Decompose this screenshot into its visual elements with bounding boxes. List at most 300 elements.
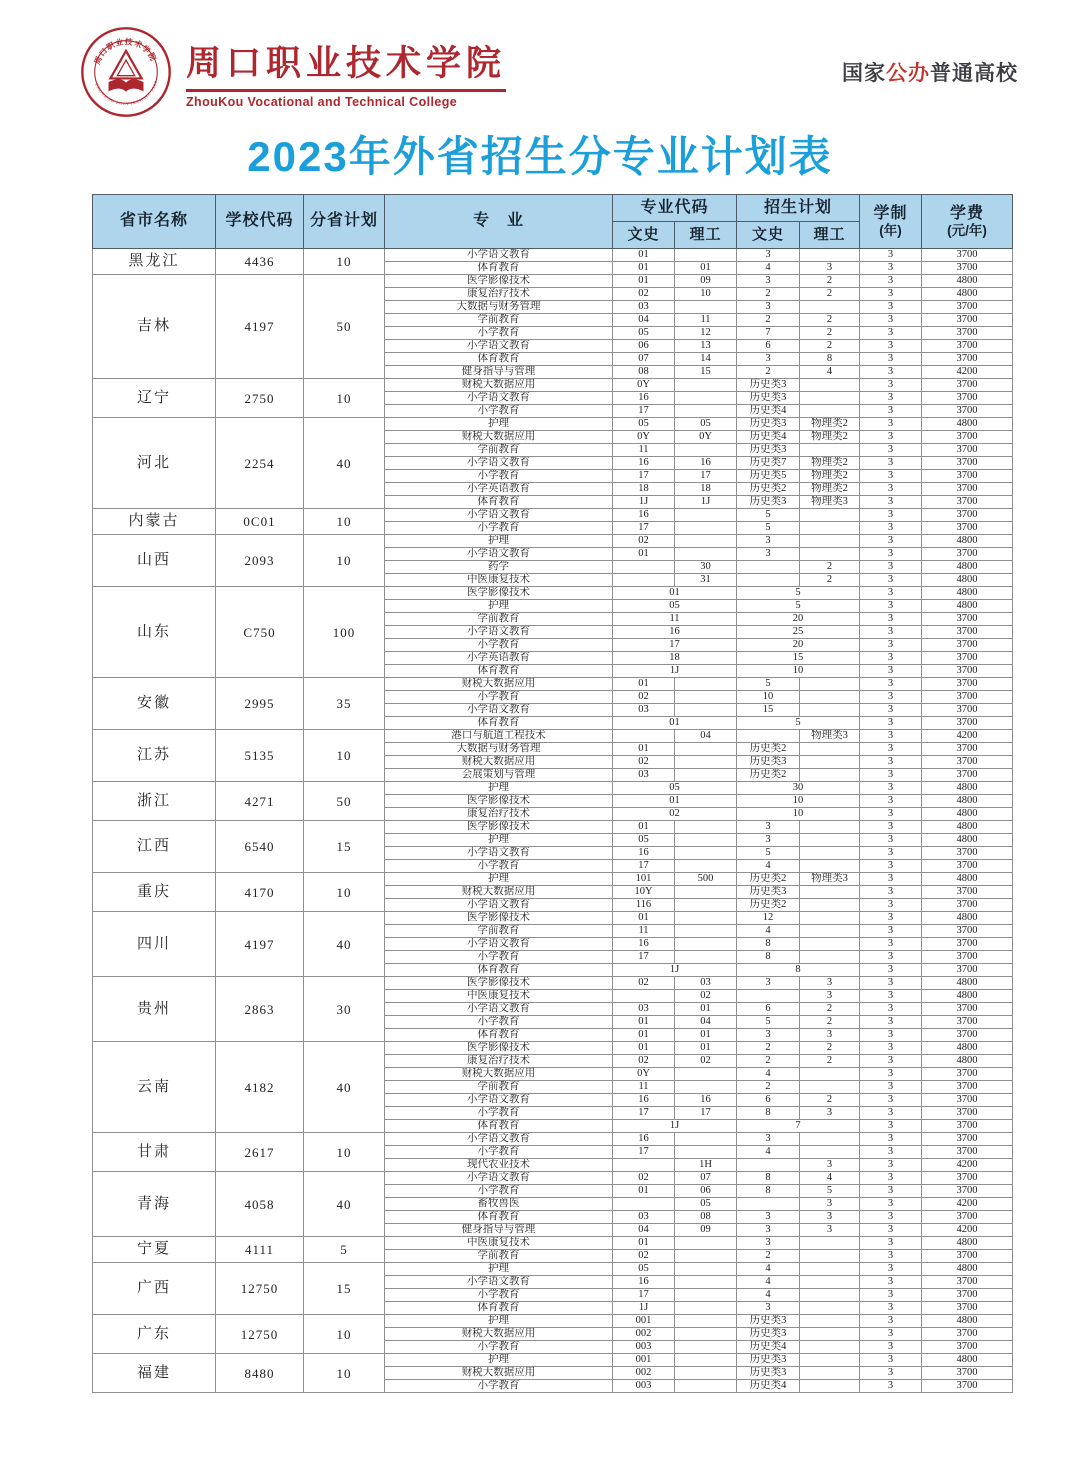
province-cell: 浙江 bbox=[93, 782, 216, 821]
province-cell: 宁夏 bbox=[93, 1237, 216, 1263]
major-code-wenshi-cell: 01 bbox=[613, 1016, 675, 1029]
fee-cell: 3700 bbox=[922, 392, 1013, 405]
major-code-ligong-cell bbox=[675, 769, 737, 782]
enroll-plan-ligong-cell: 2 bbox=[800, 314, 860, 327]
major-code-wenshi-cell: 11 bbox=[613, 1081, 675, 1094]
fee-cell: 3700 bbox=[922, 899, 1013, 912]
enroll-plan-wenshi-cell: 历史类4 bbox=[737, 431, 800, 444]
enroll-plan-ligong-cell bbox=[800, 1133, 860, 1146]
major-cell: 健身指导与管理 bbox=[385, 1224, 613, 1237]
years-cell: 3 bbox=[860, 1198, 922, 1211]
college-brand bbox=[80, 26, 506, 118]
fee-cell: 4200 bbox=[922, 1224, 1013, 1237]
major-cell: 医学影像技术 bbox=[385, 821, 613, 834]
enroll-plan-wenshi-cell: 4 bbox=[737, 1068, 800, 1081]
enroll-plan-merged-cell: 15 bbox=[737, 652, 860, 665]
enroll-plan-wenshi-cell: 6 bbox=[737, 1094, 800, 1107]
major-code-ligong-cell: 30 bbox=[675, 561, 737, 574]
badge-suffix: 普通高校 bbox=[930, 62, 1018, 85]
years-cell: 3 bbox=[860, 1120, 922, 1133]
enroll-plan-ligong-cell: 5 bbox=[800, 1185, 860, 1198]
major-cell: 中医康复技术 bbox=[385, 1237, 613, 1250]
major-code-ligong-cell bbox=[675, 301, 737, 314]
fee-cell: 3700 bbox=[922, 340, 1013, 353]
major-cell: 康复治疗技术 bbox=[385, 808, 613, 821]
major-cell: 小学语文教育 bbox=[385, 249, 613, 262]
major-code-merged-cell: 05 bbox=[613, 600, 737, 613]
enroll-plan-wenshi-cell: 5 bbox=[737, 1016, 800, 1029]
years-cell: 3 bbox=[860, 938, 922, 951]
years-cell: 3 bbox=[860, 1146, 922, 1159]
enroll-plan-ligong-cell bbox=[800, 1315, 860, 1328]
province-plan-cell: 50 bbox=[304, 782, 385, 821]
enroll-plan-wenshi-cell: 12 bbox=[737, 912, 800, 925]
enroll-plan-wenshi-cell: 4 bbox=[737, 925, 800, 938]
years-cell: 3 bbox=[860, 613, 922, 626]
major-code-ligong-cell bbox=[675, 678, 737, 691]
enroll-plan-ligong-cell: 物理类2 bbox=[800, 457, 860, 470]
major-cell: 体育教育 bbox=[385, 1211, 613, 1224]
enroll-plan-wenshi-cell bbox=[737, 1159, 800, 1172]
enroll-plan-wenshi-cell: 3 bbox=[737, 535, 800, 548]
major-code-ligong-cell bbox=[675, 691, 737, 704]
major-code-wenshi-cell: 16 bbox=[613, 1133, 675, 1146]
enroll-plan-ligong-cell bbox=[800, 509, 860, 522]
enroll-plan-wenshi-cell: 历史类3 bbox=[737, 444, 800, 457]
fee-cell: 3700 bbox=[922, 743, 1013, 756]
college-name-cn: 周口职业技术学院 bbox=[186, 43, 507, 83]
enroll-plan-ligong-cell: 2 bbox=[800, 340, 860, 353]
province-cell: 广东 bbox=[93, 1315, 216, 1354]
province-plan-cell: 40 bbox=[304, 1172, 385, 1237]
enroll-plan-merged-cell: 10 bbox=[737, 808, 860, 821]
fee-cell: 4200 bbox=[922, 1159, 1013, 1172]
table-row bbox=[93, 379, 1013, 392]
major-cell: 药学 bbox=[385, 561, 613, 574]
province-cell: 四川 bbox=[93, 912, 216, 977]
major-code-wenshi-cell: 03 bbox=[613, 1003, 675, 1016]
svg-text:周口职业技术学院: 周口职业技术学院 bbox=[92, 37, 159, 66]
major-code-wenshi-cell: 01 bbox=[613, 548, 675, 561]
enroll-plan-wenshi-cell: 2 bbox=[737, 1081, 800, 1094]
years-cell: 3 bbox=[860, 1211, 922, 1224]
major-code-ligong-cell bbox=[675, 1328, 737, 1341]
major-code-ligong-cell: 05 bbox=[675, 418, 737, 431]
province-cell: 江西 bbox=[93, 821, 216, 873]
enroll-plan-merged-cell: 10 bbox=[737, 665, 860, 678]
major-cell: 港口与航道工程技术 bbox=[385, 730, 613, 743]
years-cell: 3 bbox=[860, 1302, 922, 1315]
major-code-wenshi-cell: 16 bbox=[613, 457, 675, 470]
enroll-plan-wenshi-cell: 历史类3 bbox=[737, 1367, 800, 1380]
col-major: 专 业 bbox=[385, 195, 613, 249]
years-cell: 3 bbox=[860, 652, 922, 665]
major-code-wenshi-cell: 002 bbox=[613, 1367, 675, 1380]
enroll-plan-ligong-cell bbox=[800, 1081, 860, 1094]
major-code-wenshi-cell bbox=[613, 990, 675, 1003]
fee-cell: 3700 bbox=[922, 444, 1013, 457]
major-cell: 财税大数据应用 bbox=[385, 886, 613, 899]
enroll-plan-ligong-cell: 物理类2 bbox=[800, 431, 860, 444]
enroll-plan-ligong-cell: 3 bbox=[800, 1159, 860, 1172]
col-province: 省市名称 bbox=[93, 195, 216, 249]
major-cell: 小学语文教育 bbox=[385, 626, 613, 639]
major-cell: 护理 bbox=[385, 873, 613, 886]
enroll-plan-merged-cell: 30 bbox=[737, 782, 860, 795]
major-code-wenshi-cell: 001 bbox=[613, 1354, 675, 1367]
major-code-ligong-cell bbox=[675, 821, 737, 834]
major-cell: 健身指导与管理 bbox=[385, 366, 613, 379]
years-cell: 3 bbox=[860, 1237, 922, 1250]
major-cell: 小学语文教育 bbox=[385, 704, 613, 717]
major-cell: 财税大数据应用 bbox=[385, 431, 613, 444]
major-cell: 财税大数据应用 bbox=[385, 379, 613, 392]
col-school-code: 学校代码 bbox=[216, 195, 304, 249]
enroll-plan-wenshi-cell bbox=[737, 730, 800, 743]
province-plan-cell: 100 bbox=[304, 587, 385, 678]
major-cell: 护理 bbox=[385, 1354, 613, 1367]
fee-cell: 3700 bbox=[922, 1068, 1013, 1081]
province-cell: 福建 bbox=[93, 1354, 216, 1393]
enroll-plan-ligong-cell bbox=[800, 912, 860, 925]
enroll-plan-ligong-cell: 2 bbox=[800, 1055, 860, 1068]
major-code-merged-cell: 02 bbox=[613, 808, 737, 821]
major-cell: 小学教育 bbox=[385, 1107, 613, 1120]
years-cell: 3 bbox=[860, 548, 922, 561]
table-row bbox=[93, 1133, 1013, 1146]
province-cell: 黑龙江 bbox=[93, 249, 216, 275]
major-code-wenshi-cell: 01 bbox=[613, 262, 675, 275]
major-cell: 小学教育 bbox=[385, 1289, 613, 1302]
fee-cell: 4800 bbox=[922, 587, 1013, 600]
years-cell: 3 bbox=[860, 1250, 922, 1263]
enroll-plan-wenshi-cell: 3 bbox=[737, 249, 800, 262]
fee-cell: 3700 bbox=[922, 1120, 1013, 1133]
major-cell: 小学语文教育 bbox=[385, 899, 613, 912]
fee-cell: 3700 bbox=[922, 522, 1013, 535]
enroll-plan-ligong-cell: 8 bbox=[800, 353, 860, 366]
enroll-plan-wenshi-cell: 历史类7 bbox=[737, 457, 800, 470]
major-cell: 护理 bbox=[385, 1315, 613, 1328]
enroll-plan-ligong-cell: 2 bbox=[800, 275, 860, 288]
enroll-plan-ligong-cell bbox=[800, 1341, 860, 1354]
province-cell: 广西 bbox=[93, 1263, 216, 1315]
enroll-plan-wenshi-cell: 3 bbox=[737, 1133, 800, 1146]
years-cell: 3 bbox=[860, 262, 922, 275]
school-code-cell: 0C01 bbox=[216, 509, 304, 535]
major-code-ligong-cell bbox=[675, 1380, 737, 1393]
major-code-wenshi-cell: 05 bbox=[613, 834, 675, 847]
fee-cell: 3700 bbox=[922, 704, 1013, 717]
major-cell: 学前教育 bbox=[385, 613, 613, 626]
college-name-en: ZhouKou Vocational and Technical College bbox=[186, 89, 506, 109]
col-enroll-plan: 招生计划 bbox=[737, 195, 860, 222]
major-code-wenshi-cell: 04 bbox=[613, 314, 675, 327]
fee-cell: 3700 bbox=[922, 1185, 1013, 1198]
years-cell: 3 bbox=[860, 1055, 922, 1068]
enroll-plan-wenshi-cell: 4 bbox=[737, 1289, 800, 1302]
major-code-ligong-cell bbox=[675, 1081, 737, 1094]
major-cell: 医学影像技术 bbox=[385, 1042, 613, 1055]
school-code-cell: 2995 bbox=[216, 678, 304, 730]
enroll-plan-ligong-cell bbox=[800, 405, 860, 418]
province-plan-cell: 40 bbox=[304, 418, 385, 509]
major-code-ligong-cell: 18 bbox=[675, 483, 737, 496]
major-cell: 中医康复技术 bbox=[385, 990, 613, 1003]
enroll-plan-ligong-cell bbox=[800, 1263, 860, 1276]
enroll-plan-ligong-cell bbox=[800, 1380, 860, 1393]
major-code-wenshi-cell: 02 bbox=[613, 756, 675, 769]
enroll-plan-wenshi-cell: 3 bbox=[737, 353, 800, 366]
years-cell: 3 bbox=[860, 964, 922, 977]
major-cell: 体育教育 bbox=[385, 353, 613, 366]
fee-cell: 3700 bbox=[922, 1289, 1013, 1302]
fee-cell: 3700 bbox=[922, 665, 1013, 678]
major-cell: 中医康复技术 bbox=[385, 574, 613, 587]
years-cell: 3 bbox=[860, 990, 922, 1003]
province-plan-cell: 10 bbox=[304, 1354, 385, 1393]
enroll-plan-wenshi-cell: 4 bbox=[737, 1146, 800, 1159]
fee-cell: 4800 bbox=[922, 782, 1013, 795]
major-cell: 小学语文教育 bbox=[385, 1133, 613, 1146]
enroll-plan-wenshi-cell: 2 bbox=[737, 1250, 800, 1263]
enroll-plan-ligong-cell bbox=[800, 691, 860, 704]
major-cell: 财税大数据应用 bbox=[385, 1328, 613, 1341]
province-plan-cell: 10 bbox=[304, 249, 385, 275]
years-cell: 3 bbox=[860, 405, 922, 418]
major-code-wenshi-cell: 01 bbox=[613, 1042, 675, 1055]
school-code-cell: 4170 bbox=[216, 873, 304, 912]
years-cell: 3 bbox=[860, 704, 922, 717]
major-code-wenshi-cell: 03 bbox=[613, 301, 675, 314]
fee-cell: 3700 bbox=[922, 1003, 1013, 1016]
major-cell: 大数据与财务管理 bbox=[385, 301, 613, 314]
major-code-ligong-cell: 02 bbox=[675, 990, 737, 1003]
enroll-plan-ligong-cell: 2 bbox=[800, 288, 860, 301]
enroll-plan-ligong-cell bbox=[800, 392, 860, 405]
table-row bbox=[93, 1315, 1013, 1328]
fee-cell: 3700 bbox=[922, 886, 1013, 899]
years-cell: 3 bbox=[860, 691, 922, 704]
major-cell: 医学影像技术 bbox=[385, 275, 613, 288]
table-row bbox=[93, 873, 1013, 886]
col-fee-line2: (元/年) bbox=[947, 222, 987, 238]
major-cell: 医学影像技术 bbox=[385, 587, 613, 600]
enroll-plan-ligong-cell: 3 bbox=[800, 990, 860, 1003]
major-code-wenshi-cell: 001 bbox=[613, 1315, 675, 1328]
school-code-cell: 2863 bbox=[216, 977, 304, 1042]
enroll-plan-ligong-cell bbox=[800, 535, 860, 548]
col-years-line1: 学制 bbox=[873, 204, 908, 222]
fee-cell: 4800 bbox=[922, 1237, 1013, 1250]
fee-cell: 3700 bbox=[922, 1367, 1013, 1380]
table-row bbox=[93, 1354, 1013, 1367]
major-cell: 小学教育 bbox=[385, 860, 613, 873]
enroll-plan-merged-cell: 8 bbox=[737, 964, 860, 977]
province-cell: 吉林 bbox=[93, 275, 216, 379]
major-cell: 小学语文教育 bbox=[385, 1276, 613, 1289]
col-years-line2: (年) bbox=[879, 222, 902, 238]
years-cell: 3 bbox=[860, 1276, 922, 1289]
enroll-plan-wenshi-cell: 历史类3 bbox=[737, 756, 800, 769]
years-cell: 3 bbox=[860, 860, 922, 873]
years-cell: 3 bbox=[860, 431, 922, 444]
enroll-plan-wenshi-cell: 5 bbox=[737, 678, 800, 691]
major-cell: 小学教育 bbox=[385, 405, 613, 418]
major-code-wenshi-cell: 101 bbox=[613, 873, 675, 886]
enroll-plan-ligong-cell bbox=[800, 678, 860, 691]
province-cell: 云南 bbox=[93, 1042, 216, 1133]
major-code-wenshi-cell: 05 bbox=[613, 418, 675, 431]
fee-cell: 4800 bbox=[922, 912, 1013, 925]
major-cell: 小学语文教育 bbox=[385, 847, 613, 860]
fee-cell: 4800 bbox=[922, 977, 1013, 990]
fee-cell: 3700 bbox=[922, 1250, 1013, 1263]
enroll-plan-wenshi-cell: 2 bbox=[737, 1042, 800, 1055]
years-cell: 3 bbox=[860, 639, 922, 652]
major-code-wenshi-cell: 0Y bbox=[613, 1068, 675, 1081]
enroll-plan-merged-cell: 20 bbox=[737, 613, 860, 626]
major-cell: 小学语文教育 bbox=[385, 938, 613, 951]
fee-cell: 3700 bbox=[922, 652, 1013, 665]
enroll-plan-ligong-cell bbox=[800, 860, 860, 873]
enroll-plan-ligong-cell bbox=[800, 1289, 860, 1302]
major-code-wenshi-cell: 03 bbox=[613, 1211, 675, 1224]
fee-cell: 4800 bbox=[922, 535, 1013, 548]
enroll-plan-wenshi-cell: 2 bbox=[737, 1055, 800, 1068]
col-fee bbox=[922, 195, 1013, 249]
enroll-plan-ligong-cell: 物理类3 bbox=[800, 873, 860, 886]
major-code-merged-cell: 18 bbox=[613, 652, 737, 665]
enroll-plan-wenshi-cell: 历史类4 bbox=[737, 1380, 800, 1393]
major-code-wenshi-cell bbox=[613, 1198, 675, 1211]
major-cell: 小学教育 bbox=[385, 1380, 613, 1393]
enroll-plan-wenshi-cell: 历史类2 bbox=[737, 743, 800, 756]
table-row bbox=[93, 821, 1013, 834]
major-code-wenshi-cell: 116 bbox=[613, 899, 675, 912]
major-cell: 护理 bbox=[385, 782, 613, 795]
major-code-wenshi-cell: 17 bbox=[613, 1289, 675, 1302]
major-cell: 小学语文教育 bbox=[385, 392, 613, 405]
major-code-ligong-cell: 31 bbox=[675, 574, 737, 587]
major-code-ligong-cell bbox=[675, 1289, 737, 1302]
enroll-plan-ligong-cell bbox=[800, 899, 860, 912]
fee-cell: 3700 bbox=[922, 1016, 1013, 1029]
fee-cell: 3700 bbox=[922, 1094, 1013, 1107]
major-code-wenshi-cell: 18 bbox=[613, 483, 675, 496]
major-code-merged-cell: 01 bbox=[613, 587, 737, 600]
province-cell: 青海 bbox=[93, 1172, 216, 1237]
years-cell: 3 bbox=[860, 1003, 922, 1016]
enroll-plan-wenshi-cell: 6 bbox=[737, 340, 800, 353]
enroll-plan-merged-cell: 25 bbox=[737, 626, 860, 639]
years-cell: 3 bbox=[860, 561, 922, 574]
enroll-plan-merged-cell: 5 bbox=[737, 587, 860, 600]
enroll-plan-ligong-cell: 2 bbox=[800, 327, 860, 340]
province-plan-cell: 35 bbox=[304, 678, 385, 730]
major-cell: 小学教育 bbox=[385, 1341, 613, 1354]
enroll-plan-ligong-cell: 2 bbox=[800, 1016, 860, 1029]
school-code-cell: 4058 bbox=[216, 1172, 304, 1237]
years-cell: 3 bbox=[860, 600, 922, 613]
enroll-plan-ligong-cell: 物理类3 bbox=[800, 496, 860, 509]
major-code-wenshi-cell: 17 bbox=[613, 405, 675, 418]
major-cell: 护理 bbox=[385, 535, 613, 548]
years-cell: 3 bbox=[860, 925, 922, 938]
school-type-badge bbox=[842, 57, 1018, 87]
major-code-wenshi-cell: 01 bbox=[613, 678, 675, 691]
major-code-ligong-cell: 16 bbox=[675, 457, 737, 470]
major-cell: 大数据与财务管理 bbox=[385, 743, 613, 756]
school-code-cell: 12750 bbox=[216, 1315, 304, 1354]
major-code-wenshi-cell: 0Y bbox=[613, 379, 675, 392]
enroll-plan-ligong-cell: 3 bbox=[800, 1198, 860, 1211]
major-code-wenshi-cell: 02 bbox=[613, 1172, 675, 1185]
enroll-plan-wenshi-cell: 3 bbox=[737, 1237, 800, 1250]
major-code-ligong-cell bbox=[675, 899, 737, 912]
enroll-plan-ligong-cell: 2 bbox=[800, 1003, 860, 1016]
enroll-plan-wenshi-cell bbox=[737, 561, 800, 574]
col-code-ligong: 理工 bbox=[675, 222, 737, 249]
years-cell: 3 bbox=[860, 782, 922, 795]
major-code-wenshi-cell: 05 bbox=[613, 327, 675, 340]
enroll-plan-wenshi-cell: 8 bbox=[737, 938, 800, 951]
major-code-merged-cell: 1J bbox=[613, 1120, 737, 1133]
major-cell: 小学语文教育 bbox=[385, 548, 613, 561]
province-plan-cell: 40 bbox=[304, 1042, 385, 1133]
major-code-wenshi-cell bbox=[613, 1159, 675, 1172]
table-row bbox=[93, 1172, 1013, 1185]
fee-cell: 3700 bbox=[922, 1146, 1013, 1159]
major-code-ligong-cell bbox=[675, 1302, 737, 1315]
years-cell: 3 bbox=[860, 275, 922, 288]
major-code-wenshi-cell: 01 bbox=[613, 1237, 675, 1250]
major-cell: 体育教育 bbox=[385, 1120, 613, 1133]
fee-cell: 3700 bbox=[922, 1107, 1013, 1120]
major-code-merged-cell: 1J bbox=[613, 964, 737, 977]
major-code-ligong-cell: 1J bbox=[675, 496, 737, 509]
fee-cell: 4800 bbox=[922, 834, 1013, 847]
fee-cell: 4800 bbox=[922, 1055, 1013, 1068]
province-plan-cell: 15 bbox=[304, 1263, 385, 1315]
enroll-plan-ligong-cell bbox=[800, 379, 860, 392]
school-code-cell: 8480 bbox=[216, 1354, 304, 1393]
major-cell: 康复治疗技术 bbox=[385, 288, 613, 301]
major-cell: 小学英语教育 bbox=[385, 483, 613, 496]
major-code-ligong-cell: 11 bbox=[675, 314, 737, 327]
school-code-cell: 6540 bbox=[216, 821, 304, 873]
enroll-plan-wenshi-cell: 8 bbox=[737, 1107, 800, 1120]
enroll-plan-wenshi-cell: 2 bbox=[737, 366, 800, 379]
fee-cell: 3700 bbox=[922, 964, 1013, 977]
major-code-wenshi-cell: 0Y bbox=[613, 431, 675, 444]
major-code-ligong-cell bbox=[675, 249, 737, 262]
enroll-plan-ligong-cell bbox=[800, 1328, 860, 1341]
province-cell: 贵州 bbox=[93, 977, 216, 1042]
enroll-plan-ligong-cell bbox=[800, 769, 860, 782]
fee-cell: 3700 bbox=[922, 262, 1013, 275]
years-cell: 3 bbox=[860, 951, 922, 964]
major-code-ligong-cell bbox=[675, 756, 737, 769]
enroll-plan-wenshi-cell: 2 bbox=[737, 314, 800, 327]
major-cell: 财税大数据应用 bbox=[385, 1068, 613, 1081]
enroll-plan-wenshi-cell: 3 bbox=[737, 1302, 800, 1315]
enroll-plan-ligong-cell bbox=[800, 444, 860, 457]
province-cell: 重庆 bbox=[93, 873, 216, 912]
major-cell: 小学语文教育 bbox=[385, 509, 613, 522]
enroll-plan-merged-cell: 10 bbox=[737, 795, 860, 808]
college-seal-icon bbox=[80, 26, 172, 118]
